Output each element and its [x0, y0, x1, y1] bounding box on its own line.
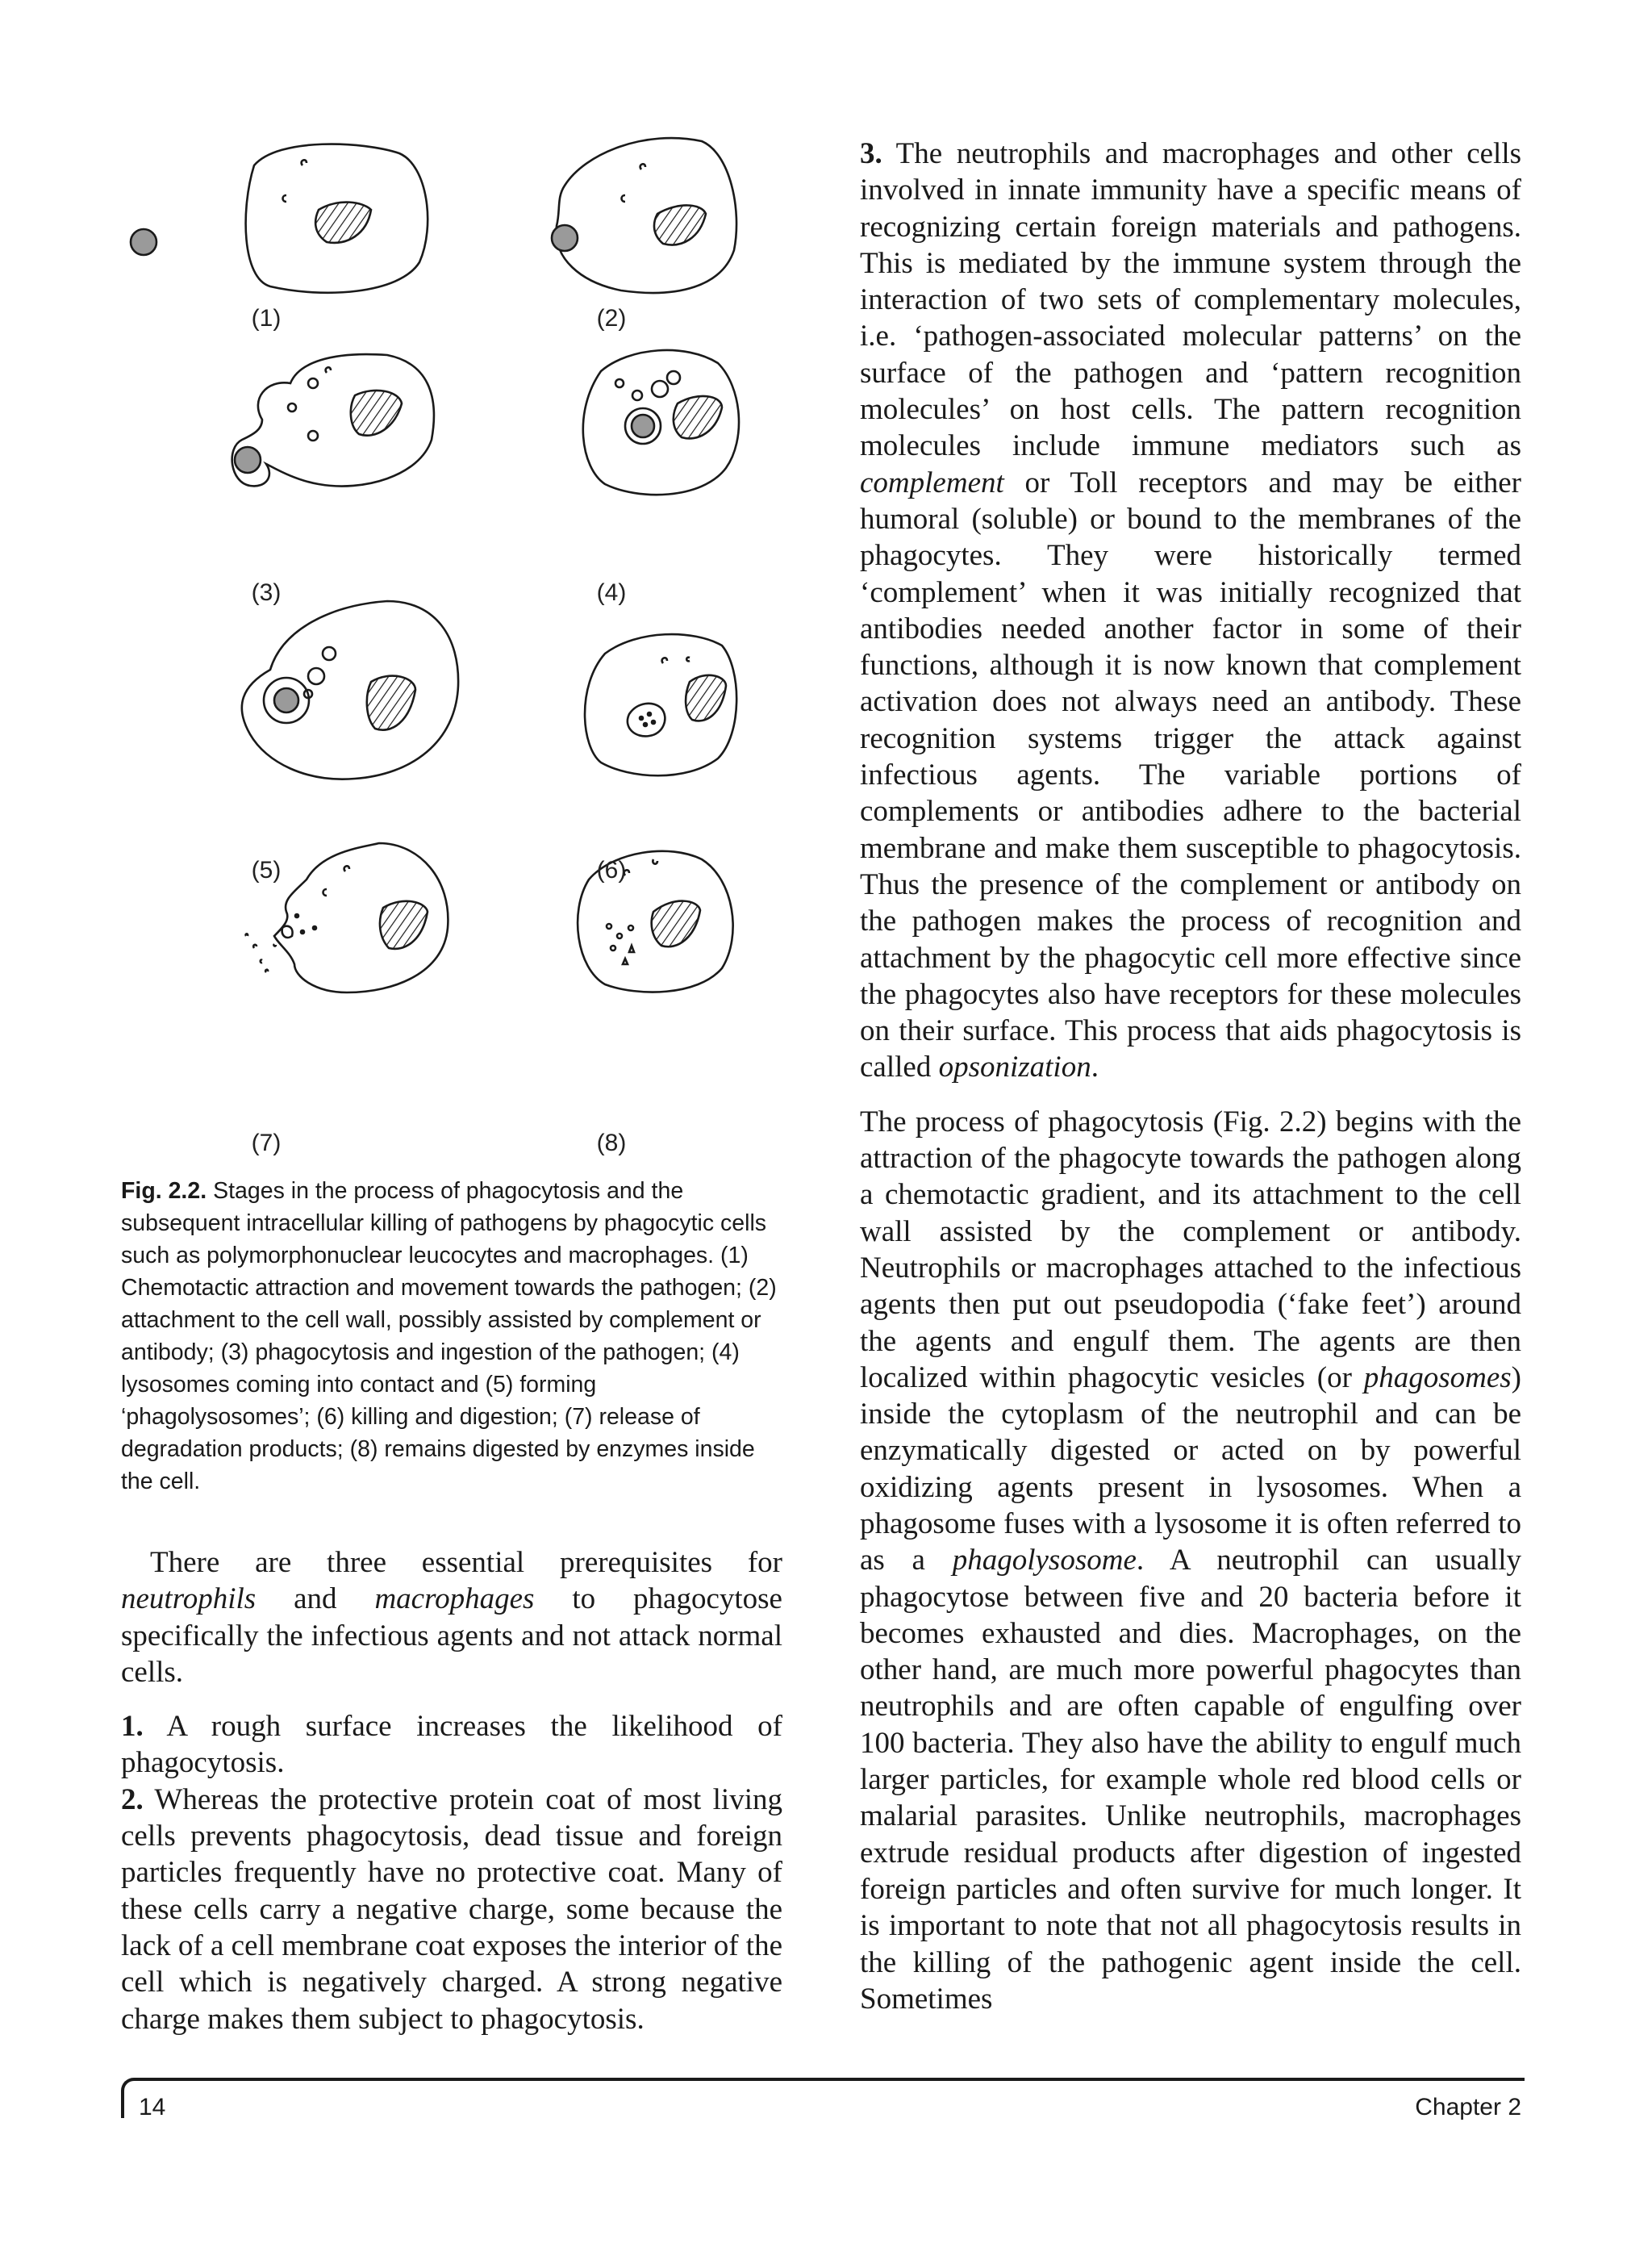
stage-label-2: (2): [596, 305, 627, 332]
figure-caption: [121, 1175, 782, 1498]
left-body-text: [121, 1544, 782, 2037]
right-column: [860, 136, 1521, 2017]
stage-6-cell: [585, 634, 736, 775]
left-column: [121, 121, 782, 2037]
stage-label-8: (8): [596, 1130, 627, 1156]
figure-number: Fig. 2.2.: [121, 1178, 207, 1204]
intro-paragraph: There are three essential prerequisites for neutrophils and macrophages to phagocytose specifically the infectious agents and not attack normal cells.: [121, 1546, 782, 1689]
footer-rule: [121, 2078, 1525, 2118]
prerequisite-2: 2. Whereas the protective protein coat of most living cells prevents phagocytosis, dead tissue and foreign particles frequently have no protective coat. Many of these cells carry a negative charge, some because the lack of a cell membrane coat exposes the interior of the cell which is negatively charged. A strong negative charge makes them subject to phagocytosis.: [121, 1782, 782, 2036]
chapter-label: Chapter 2: [1415, 2094, 1521, 2120]
stage-1-pathogen: [131, 229, 156, 255]
stage-label-4: (4): [596, 579, 627, 606]
phagocytosis-diagram: [121, 121, 782, 1170]
stage-label-1: (1): [251, 305, 282, 332]
prerequisite-1: 1. A rough surface increases the likelihood of phagocytosis.: [121, 1710, 782, 1780]
page-footer: [121, 2078, 1521, 2134]
stage-2-pathogen: [552, 225, 578, 251]
stage-label-7: (7): [251, 1130, 282, 1156]
phagocytosis-paragraph: The process of phagocytosis (Fig. 2.2) begins with the attraction of the phagocyte towards the pathogen along a chemotactic gradient, and its attachment to the cell wall assisted by the complement or antibody. Neutrophils or macrophages attached to the infectious agents then put out pseudopodia (‘fake feet’) around the agents and engulf them. The agents are then localized within phagocytic vesicles (or phagosomes) inside the cytoplasm of the neutrophil and can be enzymatically digested or acted on by powerful oxidizing agents present in lysosomes. When a phagosome fuses with a lysosome it is often referred to as a phagolysosome. A neutrophil can usually phagocytose between five and 20 bacteria before it becomes exhausted and dies. Macrophages, on the other hand, are much more powerful phagocytes than neutrophils and are often capable of engulfing over 100 bacteria. They also have the ability to engulf much larger particles, for example whole red blood cells or malarial parasites. Unlike neutrophils, macrophages extrude residual products after digestion of ingested foreign particles and often survive for much longer. It is important to note that not all phagocytosis results in the killing of the pathogenic agent inside the cell. Sometimes: [860, 1105, 1521, 2016]
stage-4-cell: [583, 350, 739, 495]
stage-label-3: (3): [251, 579, 282, 606]
prerequisite-3: 3. The neutrophils and macrophages and other cells involved in innate immunity have a specific means of recognizing certain foreign materials and pathogens. This is mediated by the immune system through the interaction of two sets of complementary molecules, i.e. ‘pathogen-associated molecular patterns’ on the surface of the pathogen and ‘pattern recognition molecules’ on host cells. The pattern recognition molecules include immune mediators such as complement or Toll receptors and may be either humoral (soluble) or bound to the membranes of the phagocytes. They were historically termed ‘complement’ when it was initially recognized that antibodies needed another factor in some of their functions, although it is now known that complement activation does not always need an antibody. These recognition systems trigger the attack against infectious agents. The variable portions of complements or antibodies adhere to the bacterial membrane and make them susceptible to phagocytosis. Thus the presence of the complement or antibody on the pathogen makes the process of recognition and attachment by the phagocytic cell more effective since the phagocytes also have receptors for these molecules on their surface. This process that aids phagocytosis is called opsonization.: [860, 137, 1521, 1084]
stage-1-cell: [246, 144, 428, 293]
page-number: 14: [139, 2094, 166, 2120]
stage-3-pathogen: [235, 447, 261, 473]
phagocytosis-figure: [121, 121, 782, 1170]
stage-5-cell: [242, 601, 458, 779]
stage-label-5: (5): [251, 857, 282, 884]
stage-label-6: (6): [596, 857, 627, 884]
stage-3-cell: [232, 354, 434, 486]
stage-2-cell: [557, 138, 737, 293]
caption-text: Stages in the process of phagocytosis and the subsequent intracellular killing of pathogens by phagocytic cells such as polymorphonuclear leucocytes and macrophages. (1) Chemotactic attraction and movement towards the pathogen; (2) attachment to the cell wall, possibly assisted by complement or antibody; (3) phagocytosis and ingestion of the pathogen; (4) lysosomes coming into contact and (5) forming ‘phagolysosomes’; (6) killing and digestion; (7) release of degradation products; (8) remains digested by enzymes inside the cell.: [121, 1178, 777, 1494]
